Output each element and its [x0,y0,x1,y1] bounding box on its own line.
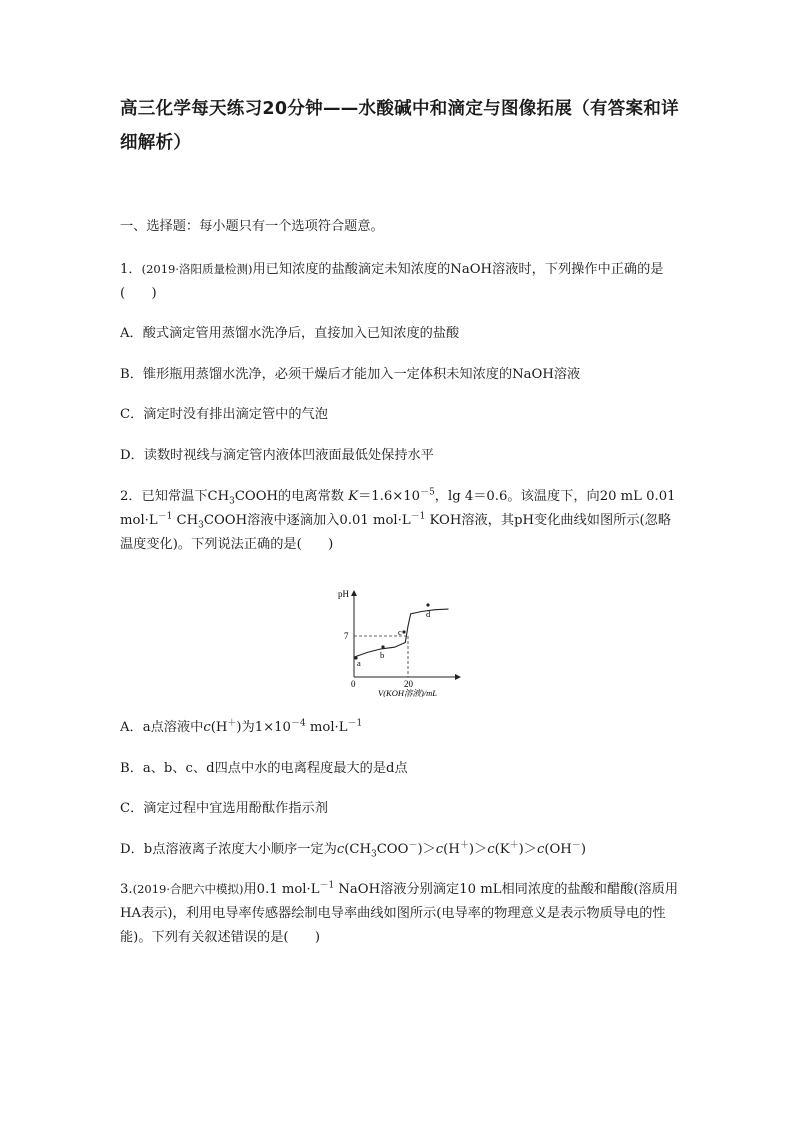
opt-sub: 3 [370,849,377,860]
opt-text: mol·L [305,720,348,735]
q2-option-a [120,718,680,738]
q2-text: KOH溶液，其pH变化曲线如图所示(忽略温度变化)。下列说法正确的是( ) [120,513,672,552]
x-axis-label: V(KOH溶液)/mL [378,688,438,697]
q2-text: ，lg 4＝0.6。该温度下，向20 mL 0.01 mol·L [120,489,676,528]
q2-sup: －1 [157,511,173,522]
section-heading: 一、选择题：每小题只有一个选项符合题意。 [120,219,384,234]
opt-text: )＞ [518,842,537,857]
question-number: 2． [120,489,142,504]
q1-option-d: D．读数时视线与滴定管内液体凹液面最低处保持水平 [120,448,434,463]
point-c-marker [402,630,405,633]
q1-option-b: B．锥形瓶用蒸馏水洗净，必须干燥后才能加入一定体积未知浓度的NaOH溶液 [120,367,581,382]
q2-option-c: C．滴定过程中宜选用酚酞作指示剂 [120,801,328,816]
opt-text: COO [376,842,409,857]
opt-sup: ＋ [227,718,237,729]
opt-text: A．a点溶液中 [120,720,204,735]
opt-text: D．b点溶液离子浓度大小顺序一定为 [120,842,337,857]
point-d-marker [426,603,429,606]
q1-option-a: A．酸式滴定管用蒸馏水洗净后，直接加入已知浓度的盐酸 [120,326,460,341]
opt-italic: c [536,842,545,857]
opt-italic: c [487,842,495,857]
opt-sup: －1 [347,718,363,729]
opt-italic: c [435,842,444,857]
x-tick-20: 20 [404,679,413,689]
y-tick-7: 7 [344,631,349,641]
opt-text: (OH [544,842,572,857]
question-source: (2019·洛阳质量检测) [141,262,253,276]
opt-text: (CH [344,842,371,857]
point-a-label: a [357,658,361,668]
opt-italic: c [336,842,345,857]
opt-text: (H [210,720,228,735]
q2-sub: 3 [229,496,235,507]
question-2-stem [120,485,680,557]
opt-sup: －4 [290,718,306,729]
q3-sup: －1 [319,880,335,891]
q2-k: K [348,489,359,504]
titration-chart [328,585,468,697]
point-b-marker [381,645,384,648]
q2-text: CH [172,513,199,528]
question-source: (2019·合肥六中模拟) [132,882,244,896]
opt-text: )为1×10 [236,720,291,735]
opt-text: ) [580,842,586,857]
q3-text: 用0.1 mol·L [243,882,320,897]
q2-sup: －1 [410,511,426,522]
opt-sup: － [571,840,581,851]
point-b-label: b [380,650,385,660]
question-3-stem [120,877,680,950]
page-title: 高三化学每天练习20分钟——水酸碱中和滴定与图像拓展（有答案和详细解析） [120,99,679,153]
question-text: 用已知浓度的盐酸滴定未知浓度的NaOH溶液时，下列操作中正确的是( ) [120,262,664,301]
x-tick-0: 0 [351,679,356,689]
q2-sup: －5 [420,487,435,498]
question-1-stem [120,257,680,306]
q2-text: COOH的电离常数 [234,489,344,504]
q2-text: 已知常温下CH [141,489,230,504]
opt-sup: － [408,840,418,851]
q1-option-c: C．滴定时没有排出滴定管中的气泡 [120,407,328,422]
q2-text: ＝1.6×10 [358,489,421,504]
q2-sub: 3 [198,520,204,531]
opt-italic: c [203,720,211,735]
question-number: 1． [120,262,142,277]
q2-option-d [120,840,680,860]
opt-text: (K [494,842,510,857]
q3-text: NaOH溶液分别滴定10 mL相同浓度的盐酸和醋酸(溶质用HA表示)，利用电导率传感器绘制电导率曲线如图所示(电导率的物理意义是表示物质导电的性能)。下列有关叙述错误的是( ) [120,882,679,945]
opt-sup: ＋ [459,840,469,851]
opt-text: )＞ [417,842,436,857]
opt-text: )＞ [468,842,488,857]
opt-sup: ＋ [509,840,519,851]
question-number: 3. [120,882,133,897]
q2-option-b: B．a、b、c、d四点中水的电离程度最大的是d点 [120,761,408,776]
opt-text: (H [443,842,460,857]
y-axis-label: pH [338,589,349,599]
point-c-label: c [398,627,402,637]
q2-text: COOH溶液中逐滴加入0.01 mol·L [203,513,411,528]
point-d-label: d [426,609,431,619]
